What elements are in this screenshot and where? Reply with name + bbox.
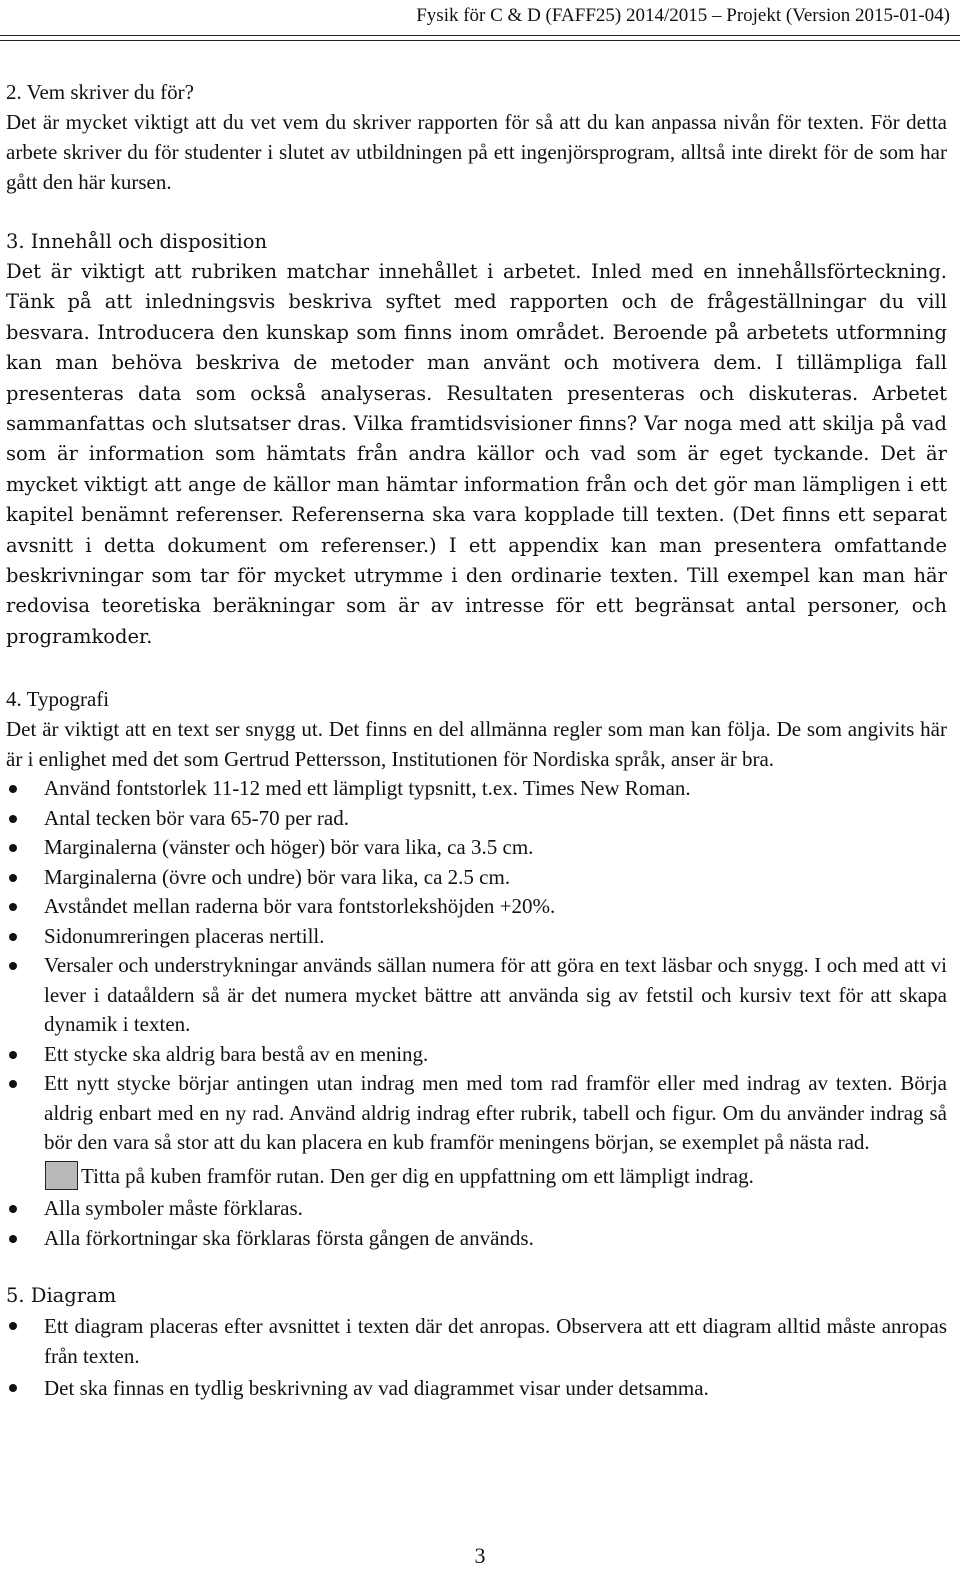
- section-5: [6, 1281, 947, 1403]
- running-header: Fysik för C & D (FAFF25) 2014/2015 – Projekt (Version 2015-01-04): [416, 5, 950, 26]
- bullet-dot-icon: [9, 874, 17, 882]
- section-2: [6, 77, 947, 197]
- list-item-text: Alla förkortningar ska förklaras första gången de används.: [44, 1225, 534, 1250]
- list-item: [6, 951, 947, 1040]
- bullet-dot-icon: [9, 1051, 17, 1059]
- list-item-text: Avståndet mellan raderna bör vara fontstorlekshöjden +20%.: [44, 894, 556, 919]
- list-item: [6, 1224, 947, 1254]
- section-3-paragraph: Det är viktigt att rubriken matchar innehållet i arbetet. Inled med en innehållsförteckning. Tänk på att inledningsvis beskriva syftet med rapporten och de frågeställningar du vill besvara. Introducera den kunskap som finns inom området. Beroende på arbetets utformning kan man behöva beskriva de metoder man använt och motivera dem. I tillämpliga fall presenteras data som också analyseras. Resultaten presenteras och diskuteras. Arbetet sammanfattas och slutsatser dras. Vilka framtidsvisioner finns? Var noga med att skilja på vad som är information som hämtats från andra källor och vad som är eget tyckande. Det är mycket viktigt att ange de källor man hämtar information från och det gör man lämpligen i ett kapitel benämnt referenser. Referenserna ska vara kopplade till texten. (Det finns ett separat avsnitt i detta dokument om referenser.) I ett appendix kan man presentera omfattande beskrivningar som tar för mycket utrymme i den ordinarie texten. Till exempel kan man här redovisa teoretiska beräkningar som är av intresse för ett begränsat antal personer, och programkoder.: [6, 260, 947, 648]
- section-4: [6, 684, 947, 1253]
- list-item: [6, 1311, 947, 1371]
- diagram-rules-list: [6, 1311, 947, 1403]
- bullet-dot-icon: [9, 1235, 17, 1243]
- bullet-dot-icon: [9, 844, 17, 852]
- list-item: [6, 863, 947, 893]
- typography-rules-list-continued: [6, 1194, 947, 1253]
- list-item: [6, 892, 947, 922]
- list-item-text: Antal tecken bör vara 65-70 per rad.: [44, 805, 349, 830]
- bullet-dot-icon: [9, 962, 17, 970]
- list-item-text: Ett diagram placeras efter avsnittet i texten där det anropas. Observera att ett diagram alltid måste anropas från texten.: [44, 1314, 947, 1369]
- indent-cube-icon: [45, 1161, 78, 1190]
- bullet-dot-icon: [9, 933, 17, 941]
- section-4-heading: 4. Typografi: [6, 687, 110, 712]
- list-item-text: Marginalerna (vänster och höger) bör vara lika, ca 3.5 cm.: [44, 835, 534, 860]
- indent-example-line: [6, 1162, 947, 1192]
- section-2-heading: 2. Vem skriver du för?: [6, 80, 194, 104]
- list-item: [6, 1194, 947, 1224]
- bullet-dot-icon: [9, 1322, 17, 1330]
- header-rule-bottom: [0, 40, 960, 41]
- bullet-dot-icon: [9, 1080, 17, 1088]
- bullet-dot-icon: [9, 815, 17, 823]
- list-item: [6, 1373, 947, 1403]
- page-number: 3: [474, 1543, 486, 1568]
- indent-example-text: Titta på kuben framför rutan. Den ger dig en uppfattning om ett lämpligt indrag.: [81, 1163, 754, 1188]
- section-5-heading: 5. Diagram: [6, 1284, 117, 1308]
- list-item-text: Versaler och understrykningar används sällan numera för att göra en text läsbar och snygg. I och med att vi lever i dataåldern så är det numera mycket bättre att använda sig av fetstil och kursiv text för att skapa dynamik i texten.: [44, 953, 947, 1037]
- list-item-text: Marginalerna (övre och undre) bör vara lika, ca 2.5 cm.: [44, 864, 511, 889]
- list-item-text: Ett nytt stycke börjar antingen utan indrag men med tom rad framför eller med indrag av texten. Börja aldrig enbart med en ny rad. Använd aldrig indrag efter rubrik, tabell och figur. Om du använder indrag så bör den vara så stor att du kan placera en kub framför meningens början, se exemplet på nästa rad.: [44, 1071, 947, 1155]
- list-item: [6, 804, 947, 834]
- section-4-paragraph: Det är viktigt att en text ser snygg ut. Det finns en del allmänna regler som man kan följa. De som angivits här är i enlighet med det som Gertrud Pettersson, Institutionen för Nordiska språk, anser är bra.: [6, 717, 947, 772]
- list-item: [6, 1069, 947, 1158]
- list-item-text: Alla symboler måste förklaras.: [44, 1196, 303, 1221]
- header-rule-top: [0, 35, 960, 36]
- bullet-dot-icon: [9, 1205, 17, 1213]
- bullet-dot-icon: [9, 785, 17, 793]
- list-item: [6, 833, 947, 863]
- section-3-heading: 3. Innehåll och disposition: [6, 230, 268, 253]
- list-item: [6, 774, 947, 804]
- list-item: [6, 1040, 947, 1070]
- bullet-dot-icon: [9, 1384, 17, 1392]
- typography-rules-list: [6, 774, 947, 1158]
- section-2-paragraph: Det är mycket viktigt att du vet vem du skriver rapporten för så att du kan anpassa nivån för texten. För detta arbete skriver du för studenter i slutet av utbildningen på ett ingenjörsprogram, alltså inte direkt för de som har gått den här kursen.: [6, 110, 947, 194]
- section-3: [6, 227, 947, 652]
- list-item-text: Ett stycke ska aldrig bara bestå av en mening.: [44, 1041, 429, 1066]
- list-item: [6, 922, 947, 952]
- list-item-text: Sidonumreringen placeras nertill.: [44, 923, 325, 948]
- page-body: [6, 77, 947, 1405]
- list-item-text: Det ska finnas en tydlig beskrivning av vad diagrammet visar under detsamma.: [44, 1376, 709, 1401]
- bullet-dot-icon: [9, 903, 17, 911]
- list-item-text: Använd fontstorlek 11-12 med ett lämpligt typsnitt, t.ex. Times New Roman.: [44, 776, 691, 801]
